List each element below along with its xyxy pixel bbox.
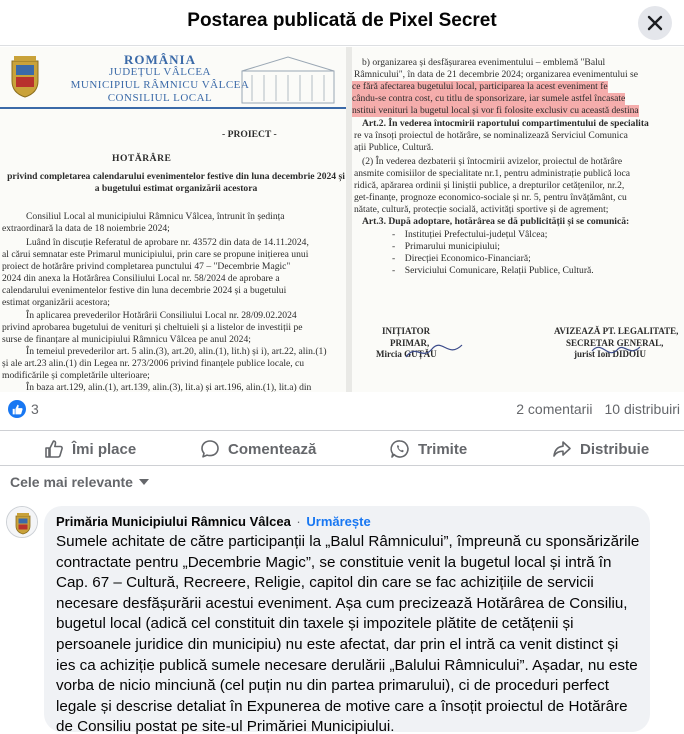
- hotarare-subtitle-line: privind completarea calendarului evenimentelor festive din luna decembrie 2024 și: [7, 171, 345, 182]
- document-line: Luând în discuție Referatul de aprobare nr. 43572 din data de 14.11.2024,: [26, 237, 309, 248]
- reactions-summary: [0, 392, 684, 426]
- engagement-counts: [504, 401, 680, 417]
- close-button[interactable]: [638, 6, 672, 40]
- document-line: surse de finanțare al municipiului Râmnicu Vâlcea pe anul 2024;: [2, 334, 251, 345]
- letterhead-country: ROMÂNIA: [124, 52, 196, 67]
- thumbs-up-icon: [12, 404, 23, 415]
- like-count[interactable]: 3: [31, 401, 39, 417]
- document-line: În aplicarea prevederilor Hotărârii Consiliului Local nr. 28/09.02.2024: [26, 310, 297, 321]
- highlighted-line: nstitui venituri la bugetul local și vor fi folosite exclusiv cu această destina: [352, 105, 639, 116]
- document-line: Art.3. După adoptare, hotărârea se dă publicității și se comunică:: [362, 216, 630, 227]
- post-dialog-header: [0, 0, 684, 46]
- document-list-item: - Primarului municipiului;: [392, 241, 500, 252]
- document-line: extraordinară la data de 18 noiembrie 2024;: [2, 223, 170, 234]
- document-line: 2024 din anexa la Hotărârea Consiliului Local nr. 58/2024 de aprobare a: [2, 273, 280, 284]
- document-line: ridică, apărarea ordinii și liniștii publice, a drepturilor cetățenilor, nr.2,: [354, 180, 625, 191]
- highlighted-line: cându-se contra cost, cu titlu de sponsorizare, iar sumele astfel încasate: [352, 93, 626, 104]
- document-line: și ale art.23 alin.(1) din Legea nr. 273/2006 privind finanțele publice locale, cu: [2, 358, 305, 369]
- document-line: Art.2. În vederea întocmirii raportului compartimentului de specialita: [362, 118, 649, 129]
- coat-of-arms-icon: [8, 55, 42, 99]
- initiator-name: Mircia GUȚĂU: [376, 349, 437, 359]
- signature-initiator: [404, 339, 464, 363]
- letterhead-council: CONSILIUL LOCAL: [107, 92, 213, 104]
- comment-text: Sumele achitate de către participanții la „Balul Râmnicului”, împreună cu sponsărizările contractate pentru „Decembrie Magic”, se constituie venit la bugetul local și intră în Cap. 67 – Cultură, Recreere, Religie, capitol din care se fac achizițiile de servicii necesare desfășurării acestui eveniment. Așa cum precizează Hotărârea de Consiliu, bugetul local (adică cel constituit din taxele și impozitele plătite de cetățenii și persoanele juridice din municipiu) nu este afectat, dar prin el intră ca venit distinct și ies ca achiziție publică sumele necesare derulării „Balului Râmnicului”. Așadar, nu este vorba de nicio minciună (cel puțin nu din partea primarului), ci de proceduri perfect legale și descrise detaliat în Expunerea de motive care a însoțit proiectul de Hotărâre de Consiliu postat pe site-ul Primăriei Municipiului.: [56, 533, 640, 734]
- dialog-title: Postarea publicată de Pixel Secret: [187, 10, 497, 31]
- document-line: b) organizarea și desfășurarea evenimentului – emblemă "Balul: [362, 57, 606, 68]
- comment-button-label: Comentează: [228, 440, 317, 458]
- document-page-right: [352, 47, 684, 392]
- share-arrow-icon: [552, 439, 572, 459]
- letterhead: [60, 53, 260, 105]
- comment-icon: [200, 439, 220, 459]
- city-hall-icon: [236, 53, 340, 105]
- document-line: nătate, cultură, protecție socială, activități sportive și de agrement;: [354, 204, 609, 215]
- like-button-label: Îmi place: [72, 440, 137, 458]
- post-actions-bar: [0, 430, 684, 466]
- document-line: re va însoți proiectul de hotărâre, se nominalizează Serviciul Comunica: [354, 130, 628, 141]
- share-count[interactable]: 10 distribuiri: [604, 401, 680, 417]
- document-line: estimat organizării acestora;: [2, 297, 110, 308]
- caret-down-icon: [139, 479, 149, 485]
- document-list-item: - Direcției Economico-Financiară;: [392, 253, 531, 264]
- document-line: (2) În vederea dezbaterii și întocmirii avizelor, proiectul de hotărâre: [362, 156, 623, 167]
- like-reaction-icon[interactable]: [8, 400, 26, 418]
- comment-button[interactable]: [200, 437, 316, 461]
- document-line: În temeiul prevederilor art. 5 alin.(3), art.20, alin.(1), lit.h) și i), art.22, alin.(1): [26, 346, 327, 357]
- close-icon: [647, 15, 663, 31]
- document-line: ansmite comisiilor de specialitate nr.1, pentru administrație publică loca: [354, 168, 631, 179]
- proiect-label: - PROIECT -: [222, 129, 277, 140]
- hotarare-subtitle-line: a bugetului estimat organizării acestora: [94, 183, 258, 194]
- document-line: calendarului evenimentelor festive din luna decembrie 2024 și a bugetului: [2, 285, 287, 296]
- thumbs-up-icon: [44, 439, 64, 459]
- initiator-role: PRIMAR,: [390, 338, 430, 348]
- document-line: Consiliul Local al municipiului Râmnicu Vâlcea, întrunit în ședința: [26, 211, 285, 222]
- document-line: privind aprobarea bugetului de venituri și cheltuieli și a listelor de investiții pe: [2, 322, 303, 333]
- avizeaza-role: SECRETAR GENERAL,: [566, 338, 664, 348]
- document-line: al cărui semnatar este Primarul municipiului, prin care se propune inițierea unui: [2, 249, 309, 260]
- follow-button[interactable]: Urmărește: [306, 514, 371, 529]
- like-button[interactable]: [44, 437, 136, 461]
- post-image[interactable]: [0, 47, 684, 392]
- avizeaza-name: jurist Ion DIDOIU: [574, 349, 647, 359]
- document-page-left: [0, 47, 346, 392]
- document-line: Râmnicului", în data de 21 decembrie 2024; organizarea evenimentului se: [354, 69, 638, 80]
- avizeaza-label: AVIZEAZĂ PT. LEGALITATE,: [554, 326, 679, 336]
- document-list-item: - Serviciului Comunicare, Relații Publice, Cultură.: [392, 265, 594, 276]
- document-line: În baza art.129, alin.(1), art.139, alin.(3), lit.a) și art.196, alin.(1), lit.a) din: [26, 382, 312, 392]
- share-button[interactable]: [552, 437, 649, 461]
- comment-author-name[interactable]: Primăria Municipiului Râmnicu Vâlcea: [56, 514, 291, 529]
- comments-sort-dropdown[interactable]: [10, 474, 149, 490]
- share-button-label: Distribuie: [580, 440, 650, 458]
- letterhead-divider: [0, 107, 346, 109]
- letterhead-municipality: MUNICIPIUL RÂMNICU VÂLCEA: [70, 79, 250, 91]
- letterhead-county: JUDEȚUL VÂLCEA: [108, 66, 212, 78]
- send-button[interactable]: [390, 437, 467, 461]
- document-line: proiect de hotărâre privind completarea punctului 47 – "Decembrie Magic": [2, 261, 291, 272]
- document-line: ații Publice, Cultură.: [354, 142, 434, 153]
- hotarare-title: HOTĂRÂRE: [112, 153, 172, 164]
- initiator-label: INIȚIATOR: [382, 326, 431, 336]
- commenter-avatar[interactable]: [6, 506, 38, 538]
- sort-label: Cele mai relevante: [10, 474, 133, 490]
- whatsapp-icon: [390, 439, 410, 459]
- comment-bubble: [44, 506, 650, 732]
- document-line: get-finanțe, prognoze economico-sociale și nr. 5, pentru învățământ, cu: [354, 192, 627, 203]
- document-line: modificările și completările ulterioare;: [2, 370, 150, 381]
- municipality-crest-icon: [7, 507, 38, 538]
- separator-dot: ·: [296, 514, 301, 529]
- send-button-label: Trimite: [418, 440, 468, 458]
- comment-count[interactable]: 2 comentarii: [516, 401, 593, 417]
- document-list-item: - Instituției Prefectului-județul Vâlcea;: [392, 229, 548, 240]
- signature-secretary: [588, 337, 648, 361]
- highlighted-line: ce fără afectarea bugetului local, participarea la acest eveniment fe: [352, 81, 608, 92]
- comment-header: [56, 514, 640, 529]
